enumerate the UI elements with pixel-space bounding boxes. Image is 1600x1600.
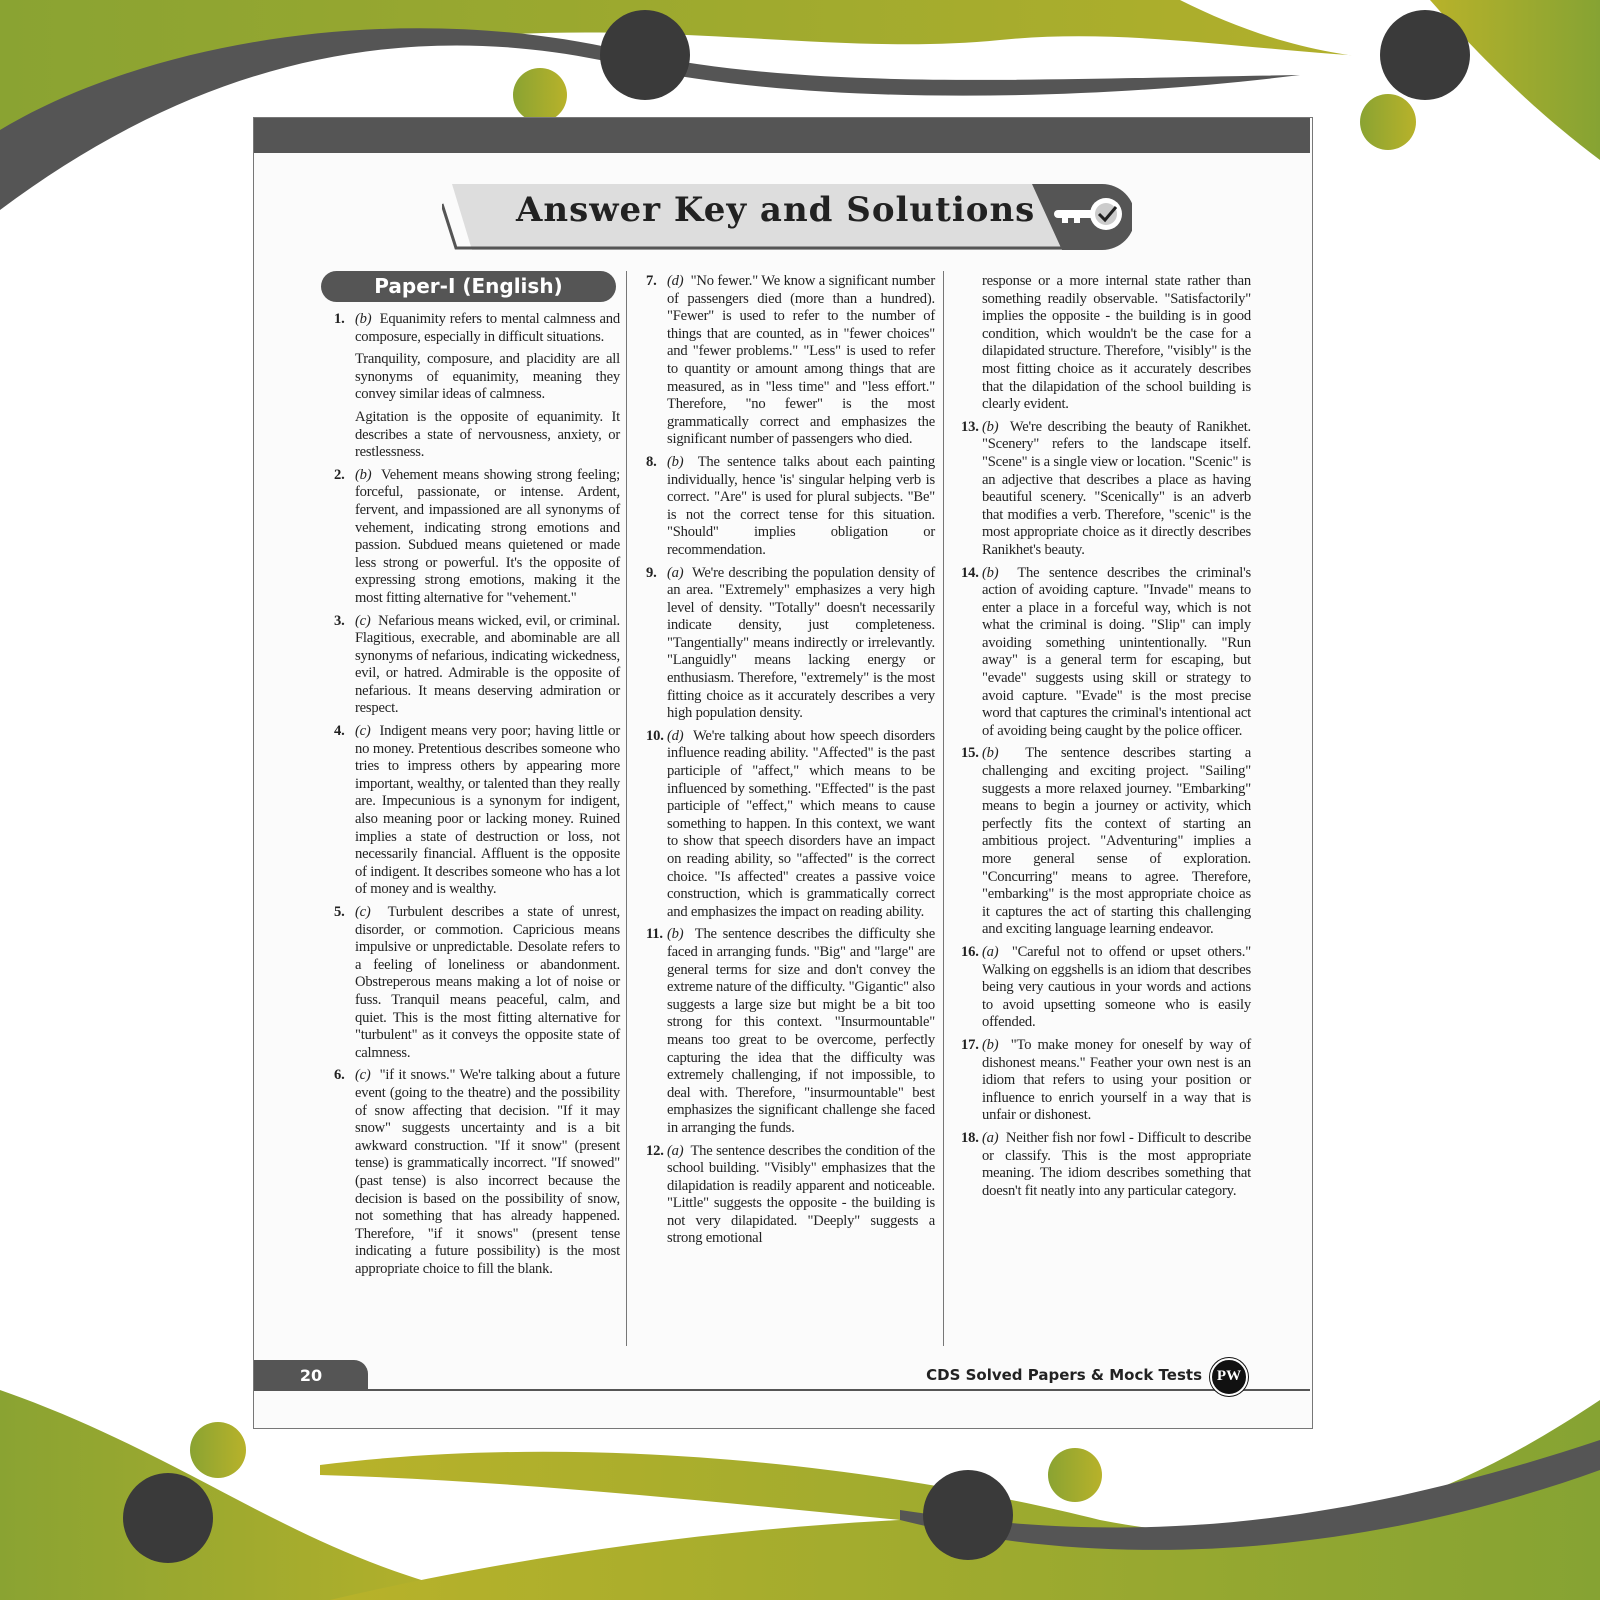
answer-number: 18.	[961, 1129, 979, 1146]
document-page	[253, 117, 1313, 1429]
answer-number: 6.	[334, 1067, 345, 1084]
answer-item	[961, 1130, 1251, 1200]
answer-item	[334, 467, 620, 608]
explanation-text: "To make money for oneself by way of dishonest means." Feather your own nest is an idiom that refers to using your position or influence to enrich yourself in a way that is unfair or dishonest.	[982, 1036, 1251, 1124]
answer-explanation	[355, 904, 620, 1062]
answer-number: 13.	[961, 418, 979, 435]
answer-option: (b)	[982, 1036, 999, 1053]
answer-number: 10.	[646, 727, 664, 744]
answer-option: (c)	[355, 723, 371, 740]
explanation-text: The sentence describes the condition of the school building. "Visibly" emphasizes that the dilapidation is readily apparent and noticeable. "Little" suggests the opposite - the building is not very dilapidated. "Deeply" suggests a strong emotional	[667, 1142, 935, 1247]
answer-explanation	[667, 728, 935, 922]
answer-explanation	[355, 1067, 620, 1278]
answer-item	[334, 311, 620, 462]
explanation-text: Agitation is the opposite of equanimity. It describes a state of nervousness, anxiety, or restlessness.	[355, 408, 620, 461]
answer-item	[646, 728, 935, 922]
explanation-text: "if it snows." We're talking about a future event (going to the theatre) and the possibility of snow affecting that decision. "If it may snow" suggests uncertainty and is a bit awkward construction. "If it snow" (present tense) is grammatically incorrect. "If snowed" (past tense) is also incorrect because the decision is based on the possibility of snow, not something that has already happened. Therefore, "if it snows" (present tense indicating a future possibility) is the most appropriate choice to fill the blank.	[355, 1067, 620, 1277]
answer-option: (a)	[667, 564, 684, 581]
answer-number: 5.	[334, 904, 345, 920]
answer-explanation	[982, 745, 1251, 939]
explanation-text: Neither fish nor fowl - Difficult to describe or classify. This is the most appropriate meaning. The idiom describes something that doesn't fit neatly into any particular category.	[982, 1129, 1251, 1199]
answer-option: (d)	[667, 273, 684, 289]
answer-item	[961, 565, 1251, 741]
explanation-text: The sentence describes starting a challenging and exciting project. "Sailing" suggests a more relaxed journey. "Embarking" means to begin a journey or activity, which perfectly fits the context of starting an ambitious project. "Adventuring" implies a more general sense of exploration. "Concurring" means to agree. Therefore, "embarking" is the most appropriate choice as it captures the act of starting this challenging and exciting language learning endeavor.	[982, 745, 1251, 938]
top-bar	[254, 118, 1310, 153]
column-2	[646, 273, 935, 1253]
answer-explanation	[667, 454, 935, 560]
page-number: 20	[254, 1360, 368, 1391]
answer-item	[646, 926, 935, 1137]
answer-item	[961, 1037, 1251, 1125]
explanation-text: "No fewer." We know a significant number of passengers died (more than a hundred). "Fewer" is used to refer to the number of things that are counted, as in "fewer choices" and "fewer problems." "Less" is used to refer to quantity or amount among things that are measured, as in "less time" and "less effort." Therefore, "no fewer" is the most grammatically correct and emphasizes the significant number of passengers who died.	[667, 273, 935, 448]
column-1	[334, 311, 620, 1283]
answer-explanation	[355, 723, 620, 899]
answer-option: (c)	[355, 904, 371, 920]
answer-number: 16.	[961, 943, 979, 960]
answer-explanation	[355, 311, 620, 346]
answer-option: (c)	[355, 1067, 371, 1084]
answer-option: (a)	[667, 1142, 684, 1159]
answer-number: 1.	[334, 311, 345, 327]
answer-number: 14.	[961, 564, 979, 581]
footer-line	[254, 1389, 1310, 1391]
answer-explanation	[667, 565, 935, 723]
answer-item	[961, 745, 1251, 939]
explanation-text: The sentence describes the difficulty she faced in arranging funds. "Big" and "large" are general terms for size and don't convey the extreme nature of the difficulty. "Gigantic" also suggests a large size but might be a bit too strong for this context. "Insurmountable" means too great to be overcome, perfectly capturing the idea that the difficulty was extremely challenging, if not impossible, to deal with. Therefore, "insurmountable" best emphasizes the significant challenge she faced in arranging the funds.	[667, 926, 936, 1136]
book-title: CDS Solved Papers & Mock Tests	[926, 1366, 1202, 1384]
page-title: Answer Key and Solutions	[516, 190, 1036, 230]
answer-option: (b)	[355, 311, 372, 327]
answer-item	[961, 944, 1251, 1032]
explanation-text: Indigent means very poor; having little or no money. Pretentious describes someone who tries to impress others by appearing more important, wealthy, or talented than they really are. Impecunious is a synonym for indigent, also meaning poor or lacking money. Ruined implies a state of destruction or loss, not necessarily financial. Affluent is the opposite of indigent. It describes someone who has a lot of money and is wealthy.	[355, 723, 620, 898]
answer-number: 17.	[961, 1036, 979, 1053]
answer-explanation	[982, 565, 1251, 741]
column-divider	[626, 271, 627, 1346]
answer-item	[334, 904, 620, 1062]
answer-option: (b)	[982, 745, 999, 762]
answer-number: 12.	[646, 1142, 664, 1159]
explanation-text: The sentence describes the criminal's action of avoiding capture. "Invade" means to enter a place in a forceful way, which is not what the criminal is doing. "Slip" can imply avoiding something unintentionally. "Run away" is a general term for escaping, but "evade" suggests using skill or strategy to avoid capture. "Evade" is the most precise word that captures the criminal's intentional act of avoiding being caught by the police officer.	[982, 564, 1251, 739]
explanation-text: Nefarious means wicked, evil, or criminal. Flagitious, execrable, and abominable are all synonyms of nefarious, indicating wickedness, evil, or hatred. Admirable is the opposite of nefarious. It means deserving admiration or respect.	[355, 612, 621, 717]
explanation-text: Equanimity refers to mental calmness and composure, especially in difficult situations.	[355, 311, 620, 345]
continued-answer-text: response or a more internal state rather than something readily observable. "Satisfactorily" implies the opposite - the building is in good condition, which wouldn't be the case for a dilapidated structure. Therefore, "visibly" is the most fitting choice as it accurately describes that the dilapidation of the school building is clearly evident.	[982, 273, 1251, 413]
answer-explanation	[982, 419, 1251, 560]
answer-option: (b)	[982, 564, 999, 581]
pw-logo: PW	[1210, 1358, 1248, 1396]
section-heading: Paper-I (English)	[321, 271, 616, 302]
answer-explanation	[982, 1130, 1251, 1200]
answer-explanation	[355, 351, 620, 404]
explanation-text: Vehement means showing strong feeling; forceful, passionate, or intense. Ardent, fervent, and impassioned are all synonyms of vehement, indicating strong emotions and passion. Subdued means quietened or made less strong or powerful. It's the opposite of expressing strong emotions, making it the most fitting alternative for "vehement."	[355, 466, 620, 606]
answer-number: 4.	[334, 723, 345, 740]
answer-number: 9.	[646, 564, 657, 581]
column-divider	[943, 271, 944, 1346]
answer-item	[334, 1067, 620, 1278]
answer-item	[646, 565, 935, 723]
answer-explanation	[667, 273, 935, 449]
answer-item	[646, 1143, 935, 1249]
answer-explanation	[667, 1143, 935, 1249]
explanation-text: Tranquility, composure, and placidity are all synonyms of equanimity, meaning they convey similar ideas of calmness.	[355, 351, 620, 403]
column-3	[961, 273, 1251, 1205]
answer-item	[646, 273, 935, 449]
answer-option: (d)	[667, 727, 684, 744]
answer-number: 11.	[646, 926, 663, 943]
answer-number: 2.	[334, 466, 345, 483]
answer-item	[334, 613, 620, 719]
answer-option: (a)	[982, 943, 999, 960]
answer-number: 7.	[646, 273, 657, 289]
answer-explanation	[355, 613, 620, 719]
answer-option: (a)	[982, 1129, 999, 1146]
answer-explanation	[982, 1037, 1251, 1125]
explanation-text: Turbulent describes a state of unrest, disorder, or commotion. Capricious means impulsive or unpredictable. Desolate refers to a feeling of loneliness or abandonment. Obstreperous means making a lot of noise or fuss. Tranquil means peaceful, calm, and quiet. This is the most fitting alternative for "turbulent" as it conveys the opposite state of calmness.	[355, 904, 620, 1061]
answer-explanation	[667, 926, 935, 1137]
answer-option: (b)	[355, 466, 372, 483]
answer-item	[334, 723, 620, 899]
answer-number: 15.	[961, 745, 979, 762]
answer-explanation	[355, 409, 620, 462]
answer-item	[646, 454, 935, 560]
answer-explanation	[355, 467, 620, 608]
explanation-text: We're describing the population density of an area. "Extremely" emphasizes a very high level of density. "Totally" doesn't necessarily indicate density, just completeness. "Tangentially" means indirectly or irrelevantly. "Languidly" means lacking energy or enthusiasm. Therefore, "extremely" is the most fitting choice as it accurately describes a very high population density.	[667, 564, 935, 722]
answer-option: (b)	[667, 453, 684, 470]
explanation-text: "Careful not to offend or upset others." Walking on eggshells is an idiom that describes being very cautious in your words and actions to avoid upsetting someone who is easily offended.	[982, 943, 1251, 1031]
answer-number: 3.	[334, 612, 345, 629]
answer-option: (b)	[667, 926, 684, 943]
answer-option: (b)	[982, 418, 999, 435]
answer-option: (c)	[355, 612, 371, 629]
explanation-text: We're talking about how speech disorders influence reading ability. "Affected" is the past participle of "affect," which means to be influenced by something. "Effected" is the past participle of "effect," which means to cause something to happen. In this context, we want to show that speech disorders have an impact on reading ability, so "affected" is the correct choice. "Is affected" creates a passive voice construction, which is grammatically correct and emphasizes the impact on reading ability.	[667, 727, 935, 920]
answer-explanation	[982, 944, 1251, 1032]
explanation-text: We're describing the beauty of Ranikhet. "Scenery" refers to the landscape itself. "Scene" is a single view or location. "Scenic" is an adjective that describes a place as having beautiful scenery. "Scenically" is an adverb that modifies a verb. Therefore, "scenic" is the most appropriate choice as it directly describes Ranikhet's beauty.	[982, 418, 1251, 558]
answer-number: 8.	[646, 453, 657, 470]
explanation-text: The sentence talks about each painting individually, hence 'is' singular helping verb is correct. "Are" is used for plural subjects. "Be" is not the correct tense for this situation. "Should" implies obligation or recommendation.	[667, 453, 935, 558]
answer-item	[961, 419, 1251, 560]
